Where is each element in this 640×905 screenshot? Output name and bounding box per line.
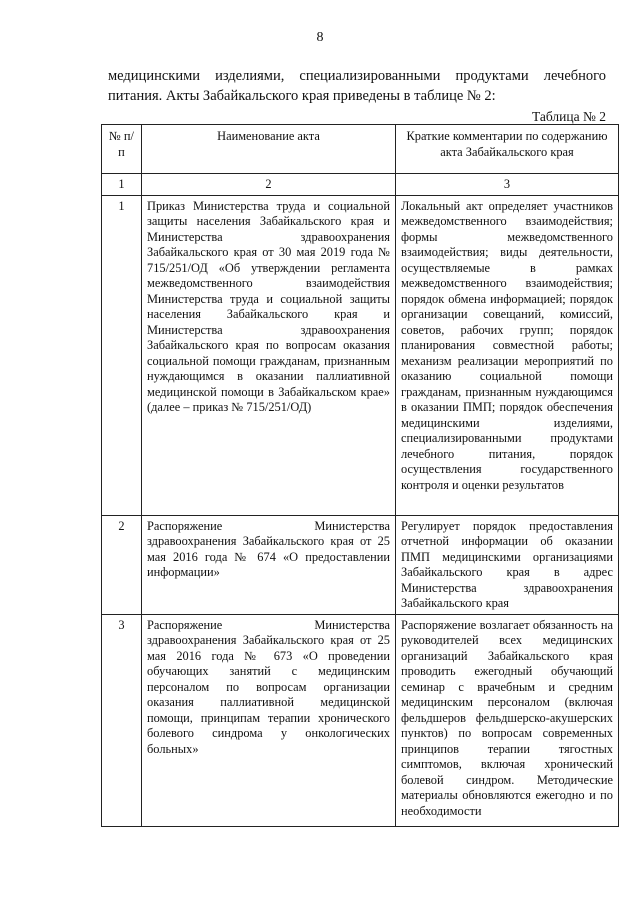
header-comment: Краткие комментарии по содержанию акта Забайкальского края [396,125,619,174]
column-index-2: 2 [142,174,396,196]
column-index-3: 3 [396,174,619,196]
table-header-row [102,125,619,174]
table-column-index-row [102,174,619,196]
page-number: 8 [316,30,324,45]
row-number: 3 [102,614,142,826]
acts-table [101,124,619,827]
table-row [102,614,619,826]
table-row [102,195,619,515]
act-name-cell: Распоряжение Министерства здравоохранения Забайкальского края от 25 мая 2016 года № 673 «О проведении обучающих занятий с медицинским персоналом по вопросам организации оказания паллиативной медицинской помощи, принципам терапии хронического болевого синдрома у онкологических больных» [142,614,396,826]
table-row [102,515,619,614]
act-comment-cell: Локальный акт определяет участников межведомственного взаимодействия; формы межведомственного взаимодействия; виды деятельности, осуществляемые в рамках межведомственного взаимодействия; порядок обмена информацией; порядок организации совещаний, комиссий, советов, рабочих групп; порядок планирования совместной работы; механизм реализации мероприятий по оказанию социальной помощи гражданам, признанным нуждающимся в оказании ПМП; порядок обеспечения медицинскими изделиями, специализированными продуктами лечебного питания, порядок осуществления государственного контроля и оценки результатов [396,195,619,515]
row-number: 1 [102,195,142,515]
intro-paragraph-line-2: питания. Акты Забайкальского края приведены в таблице № 2: [108,88,496,104]
act-name-cell: Приказ Министерства труда и социальной защиты населения Забайкальского края и Министерства здравоохранения Забайкальского края от 30 мая 2019 года № 715/251/ОД «Об утверждении регламента межведомственного взаимодействия Министерства труда и социальной защиты населения Забайкальского края и Министерства здравоохранения Забайкальского края по вопросам оказания социальной помощи гражданам, признанным нуждающимся в оказании паллиативной медицинской помощи в Забайкальском крае» (далее – приказ № 715/251/ОД) [142,195,396,515]
act-name-cell: Распоряжение Министерства здравоохранения Забайкальского края от 25 мая 2016 года № 674 «О предоставлении информации» [142,515,396,614]
header-number: № п/п [102,125,142,174]
header-act-name: Наименование акта [142,125,396,174]
row-number: 2 [102,515,142,614]
act-comment-cell: Распоряжение возлагает обязанность на руководителей всех медицинских организаций Забайкальского края проводить ежегодный обучающий семинар с врачебным и средним медицинским персоналом (включая фельдшеров фельдшерско-акушерских пунктов) по вопросам современных принципов терапии тягостных симптомов, включая хронический болевой синдром. Методические материалы обновляются ежегодно и по необходимости [396,614,619,826]
intro-paragraph-line-1: медицинскими изделиями, специализированными продуктами лечебного [108,68,606,84]
column-index-1: 1 [102,174,142,196]
act-comment-cell: Регулирует порядок предоставления отчетной информации об оказании ПМП медицинскими организациями Забайкальского края в адрес Министерства здравоохранения Забайкальского края [396,515,619,614]
table-caption: Таблица № 2 [532,109,606,124]
